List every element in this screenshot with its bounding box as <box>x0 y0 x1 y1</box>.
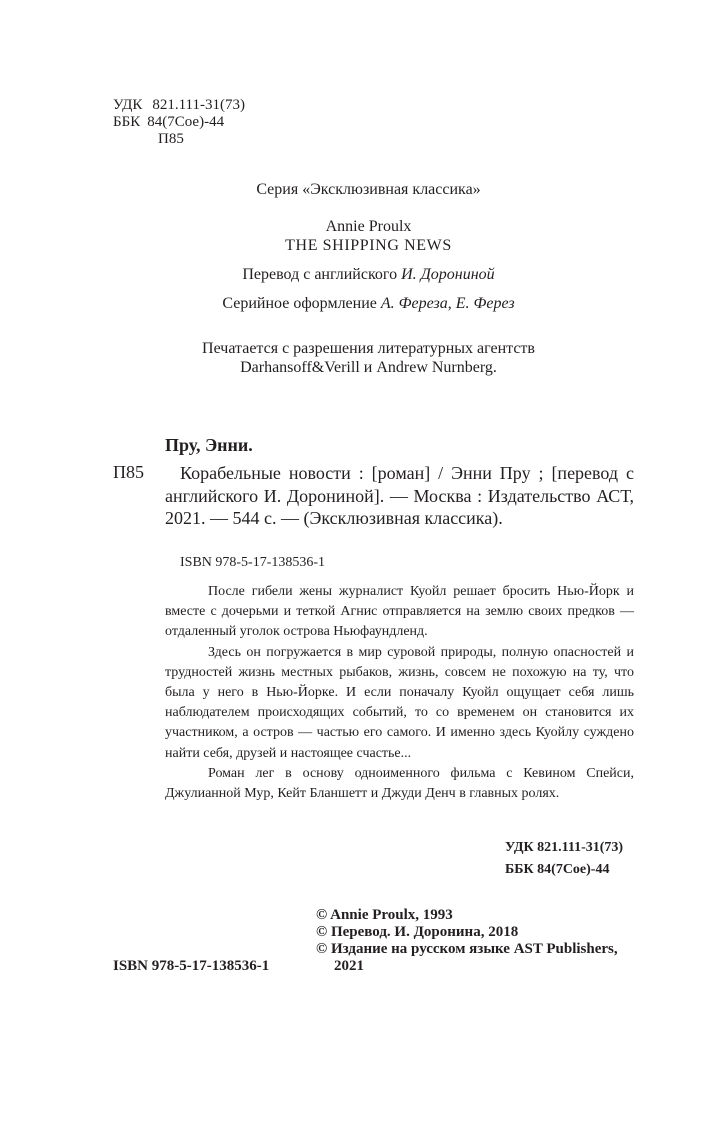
annotation-paragraph: Роман лег в основу одноименного фильма с Кевином Спейси, Джулианной Мур, Кейт Бланшетт и Джуди Денч в главных ролях. <box>165 765 634 802</box>
catalog-author-heading: Пру, Энни. <box>165 435 253 455</box>
annotation-paragraph: После гибели жены журналист Куойл решает бросить Нью-Йорк и вместе с дочерьми и теткой Агнис отправляется на землю своих предков — отдаленный уголок острова Ньюфаундленд. <box>165 584 634 640</box>
udk-bold: УДК 821.111-31(73) <box>505 840 624 855</box>
original-author: Annie Proulx <box>325 218 412 235</box>
bbk-label: ББК <box>113 114 141 130</box>
copyright-line-3-continued: 2021 <box>334 958 364 974</box>
catalog-code: П85 <box>113 462 144 482</box>
classification-bold <box>505 837 623 881</box>
udk-label: УДК <box>113 97 143 113</box>
designer-2: Е. Ферез <box>455 295 515 312</box>
translation-line <box>14 265 709 284</box>
design-line <box>14 294 709 313</box>
copyright-line-2: © Перевод. И. Доронина, 2018 <box>316 924 519 940</box>
designer-separator: , <box>447 295 456 312</box>
permission-line-1: Печатается с разрешения литературных агентств <box>202 340 535 357</box>
udk-line <box>113 97 245 114</box>
copyright-line-1: © Annie Proulx, 1993 <box>316 907 453 923</box>
original-title: THE SHIPPING NEWS <box>285 237 452 254</box>
bbk-value: 84(7Сое)-44 <box>147 114 225 130</box>
series-line: Серия «Эксклюзивная классика» <box>256 181 481 198</box>
isbn-bottom: ISBN 978-5-17-138536-1 <box>113 958 270 974</box>
copyright-line-3: © Издание на русском языке AST Publishers, <box>316 941 618 957</box>
design-prefix: Серийное оформление <box>222 295 381 312</box>
translation-prefix: Перевод с английского <box>242 266 402 283</box>
permission-line-2: Darhansoff&Verill и Andrew Nurnberg. <box>240 359 497 376</box>
designer-1: А. Фереза <box>380 295 448 312</box>
translator-name: И. Дорониной <box>401 266 495 283</box>
classification-block <box>113 97 245 148</box>
bbk-line <box>113 114 245 131</box>
catalog-isbn: ISBN 978-5-17-138536-1 <box>180 555 326 570</box>
bbk-bold: ББК 84(7Сое)-44 <box>505 862 610 877</box>
copyright-block <box>316 907 618 975</box>
annotation <box>165 582 634 804</box>
author-mark: П85 <box>158 131 184 147</box>
catalog-description: Корабельные новости : [роман] / Энни Пру ; [перевод с английского И. Дорониной]. — Москва : Издательство АСТ, 2021. — 544 с. — (Эксклюзивная классика). <box>165 463 634 528</box>
udk-value: 821.111-31(73) <box>152 97 245 113</box>
permission-block <box>14 339 709 377</box>
annotation-paragraph: Здесь он погружается в мир суровой природы, полную опасностей и трудностей жизнь местных рыбаков, жизнь, совсем не похожую на ту, что была у него в Нью-Йорке. И если поначалу Куойл ощущает себя лишь наблюдателем происходящих событий, то со временем он становится их участником, а остров — частью его самого. И именно здесь Куойлу суждено найти себя, друзей и настоящее счастье... <box>165 644 634 761</box>
